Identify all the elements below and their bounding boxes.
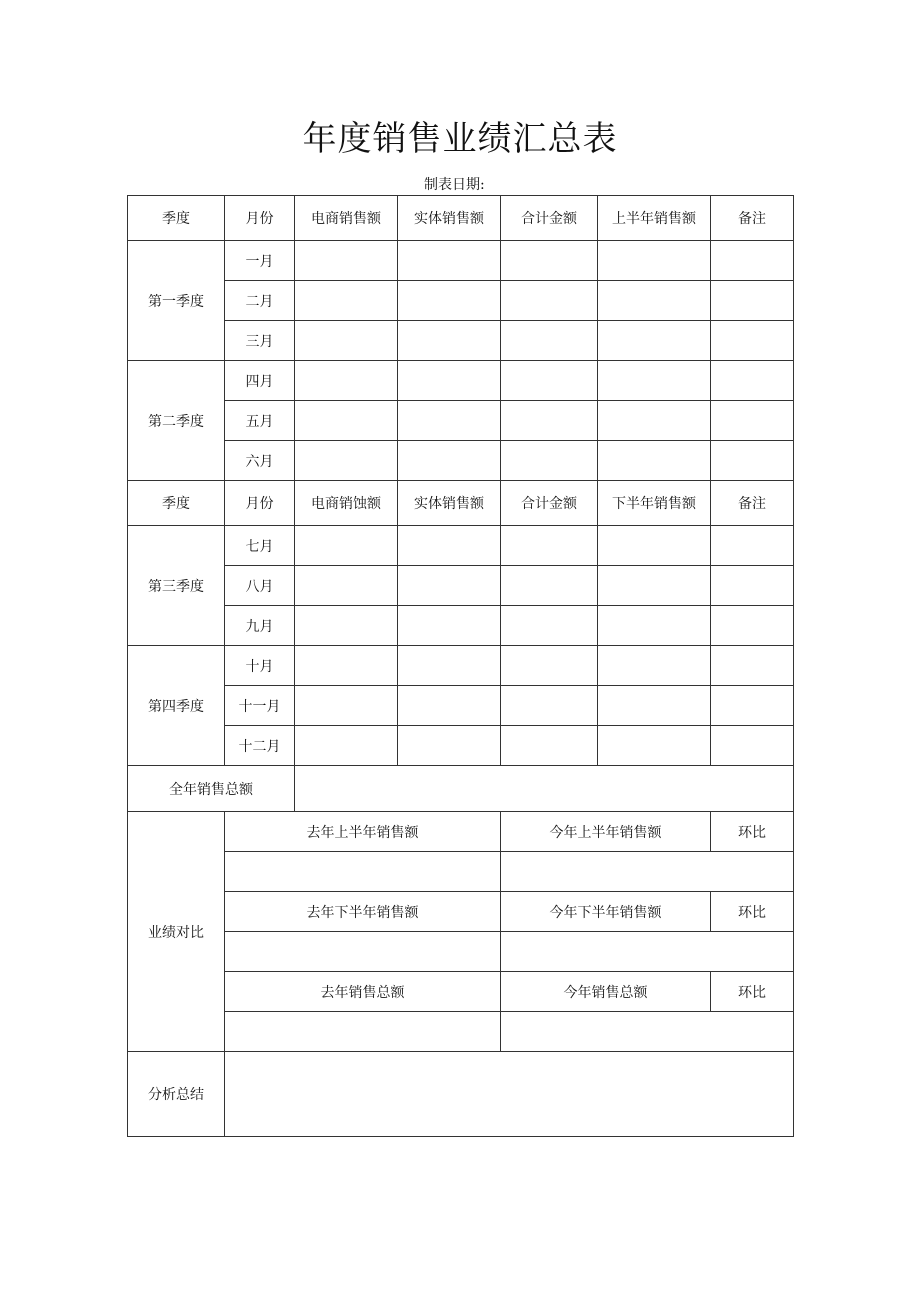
cell-input[interactable] — [501, 566, 598, 606]
sales-summary-table — [127, 195, 794, 1137]
comparison-ratio-label: 环比 — [711, 972, 794, 1012]
quarter-label-q3: 第三季度 — [128, 526, 225, 646]
comparison-ratio-label: 环比 — [711, 812, 794, 852]
comparison-ratio-label: 环比 — [711, 892, 794, 932]
cell-input[interactable] — [398, 441, 501, 481]
cell-input[interactable] — [598, 726, 711, 766]
cell-input[interactable] — [295, 281, 398, 321]
cell-input[interactable] — [295, 441, 398, 481]
header-total-amount: 合计金额 — [501, 196, 598, 241]
comparison-value-row — [128, 852, 794, 892]
table-row — [128, 241, 794, 281]
cell-input[interactable] — [398, 401, 501, 441]
summary-row — [128, 1052, 794, 1137]
month-label: 五月 — [225, 401, 295, 441]
first-half-header-row — [128, 196, 794, 241]
comparison-current-value[interactable] — [501, 1012, 794, 1052]
cell-input[interactable] — [711, 566, 794, 606]
month-label: 九月 — [225, 606, 295, 646]
header-store-sales: 实体销售额 — [398, 481, 501, 526]
cell-input[interactable] — [711, 646, 794, 686]
cell-input[interactable] — [295, 686, 398, 726]
header-month: 月份 — [225, 481, 295, 526]
month-label: 一月 — [225, 241, 295, 281]
month-label: 十一月 — [225, 686, 295, 726]
comparison-last-label: 去年销售总额 — [225, 972, 501, 1012]
header-total-amount: 合计金额 — [501, 481, 598, 526]
month-label: 四月 — [225, 361, 295, 401]
cell-input[interactable] — [501, 686, 598, 726]
cell-input[interactable] — [598, 401, 711, 441]
page-title: 年度销售业绩汇总表 — [302, 119, 618, 159]
table-row — [128, 401, 794, 441]
comparison-label: 业绩对比 — [128, 812, 225, 1052]
cell-input[interactable] — [295, 241, 398, 281]
month-label: 十二月 — [225, 726, 295, 766]
cell-input[interactable] — [711, 361, 794, 401]
header-month: 月份 — [225, 196, 295, 241]
second-half-header-row — [128, 481, 794, 526]
header-notes: 备注 — [711, 481, 794, 526]
comparison-current-label: 今年上半年销售额 — [501, 812, 711, 852]
quarter-label-q2: 第二季度 — [128, 361, 225, 481]
cell-input[interactable] — [598, 281, 711, 321]
comparison-current-label: 今年下半年销售额 — [501, 892, 711, 932]
quarter-label-q4: 第四季度 — [128, 646, 225, 766]
header-ecommerce-sales: 电商销售额 — [295, 196, 398, 241]
comparison-current-label: 今年销售总额 — [501, 972, 711, 1012]
table-row — [128, 526, 794, 566]
cell-input[interactable] — [711, 526, 794, 566]
comparison-current-value[interactable] — [501, 852, 794, 892]
comparison-last-label: 去年下半年销售额 — [225, 892, 501, 932]
table-row — [128, 606, 794, 646]
comparison-last-label: 去年上半年销售额 — [225, 812, 501, 852]
header-quarter: 季度 — [128, 481, 225, 526]
header-first-half-sales: 上半年销售额 — [598, 196, 711, 241]
month-label: 三月 — [225, 321, 295, 361]
annual-total-value[interactable] — [295, 766, 794, 812]
comparison-header-row — [128, 892, 794, 932]
cell-input[interactable] — [295, 646, 398, 686]
header-store-sales: 实体销售额 — [398, 196, 501, 241]
quarter-label-q1: 第一季度 — [128, 241, 225, 361]
header-second-half-sales: 下半年销售额 — [598, 481, 711, 526]
month-label: 七月 — [225, 526, 295, 566]
cell-input[interactable] — [501, 441, 598, 481]
cell-input[interactable] — [501, 526, 598, 566]
cell-input[interactable] — [711, 686, 794, 726]
cell-input[interactable] — [711, 401, 794, 441]
cell-input[interactable] — [711, 606, 794, 646]
comparison-current-value[interactable] — [501, 932, 794, 972]
comparison-last-value[interactable] — [225, 932, 501, 972]
annual-total-label: 全年销售总额 — [128, 766, 295, 812]
cell-input[interactable] — [711, 441, 794, 481]
comparison-value-row — [128, 1012, 794, 1052]
cell-input[interactable] — [598, 526, 711, 566]
cell-input[interactable] — [711, 321, 794, 361]
cell-input[interactable] — [598, 241, 711, 281]
table-row — [128, 726, 794, 766]
cell-input[interactable] — [501, 361, 598, 401]
cell-input[interactable] — [598, 686, 711, 726]
cell-input[interactable] — [295, 361, 398, 401]
header-ecommerce-sales: 电商销蚀额 — [295, 481, 398, 526]
comparison-value-row — [128, 932, 794, 972]
table-row — [128, 361, 794, 401]
date-label: 制表日期: — [424, 177, 485, 193]
month-label: 六月 — [225, 441, 295, 481]
summary-input[interactable] — [225, 1052, 794, 1137]
comparison-header-row — [128, 812, 794, 852]
cell-input[interactable] — [501, 606, 598, 646]
cell-input[interactable] — [501, 241, 598, 281]
month-label: 八月 — [225, 566, 295, 606]
table-row — [128, 686, 794, 726]
cell-input[interactable] — [398, 606, 501, 646]
cell-input[interactable] — [295, 566, 398, 606]
cell-input[interactable] — [598, 646, 711, 686]
cell-input[interactable] — [711, 241, 794, 281]
month-label: 十月 — [225, 646, 295, 686]
cell-input[interactable] — [398, 566, 501, 606]
table-row — [128, 281, 794, 321]
cell-input[interactable] — [501, 726, 598, 766]
cell-input[interactable] — [501, 321, 598, 361]
comparison-header-row — [128, 972, 794, 1012]
table-row — [128, 321, 794, 361]
cell-input[interactable] — [598, 441, 711, 481]
cell-input[interactable] — [598, 321, 711, 361]
cell-input[interactable] — [398, 241, 501, 281]
cell-input[interactable] — [295, 401, 398, 441]
cell-input[interactable] — [398, 526, 501, 566]
cell-input[interactable] — [398, 361, 501, 401]
header-quarter: 季度 — [128, 196, 225, 241]
cell-input[interactable] — [398, 726, 501, 766]
annual-total-row — [128, 766, 794, 812]
cell-input[interactable] — [398, 321, 501, 361]
cell-input[interactable] — [598, 566, 711, 606]
cell-input[interactable] — [598, 361, 711, 401]
comparison-last-value[interactable] — [225, 1012, 501, 1052]
cell-input[interactable] — [398, 646, 501, 686]
header-notes: 备注 — [711, 196, 794, 241]
cell-input[interactable] — [295, 526, 398, 566]
cell-input[interactable] — [501, 646, 598, 686]
summary-label: 分析总结 — [128, 1052, 225, 1137]
table-row — [128, 646, 794, 686]
cell-input[interactable] — [501, 401, 598, 441]
cell-input[interactable] — [598, 606, 711, 646]
cell-input[interactable] — [295, 726, 398, 766]
cell-input[interactable] — [398, 686, 501, 726]
table-row — [128, 441, 794, 481]
cell-input[interactable] — [295, 606, 398, 646]
month-label: 二月 — [225, 281, 295, 321]
cell-input[interactable] — [711, 281, 794, 321]
cell-input[interactable] — [711, 726, 794, 766]
comparison-last-value[interactable] — [225, 852, 501, 892]
cell-input[interactable] — [501, 281, 598, 321]
table-row — [128, 566, 794, 606]
cell-input[interactable] — [295, 321, 398, 361]
cell-input[interactable] — [398, 281, 501, 321]
